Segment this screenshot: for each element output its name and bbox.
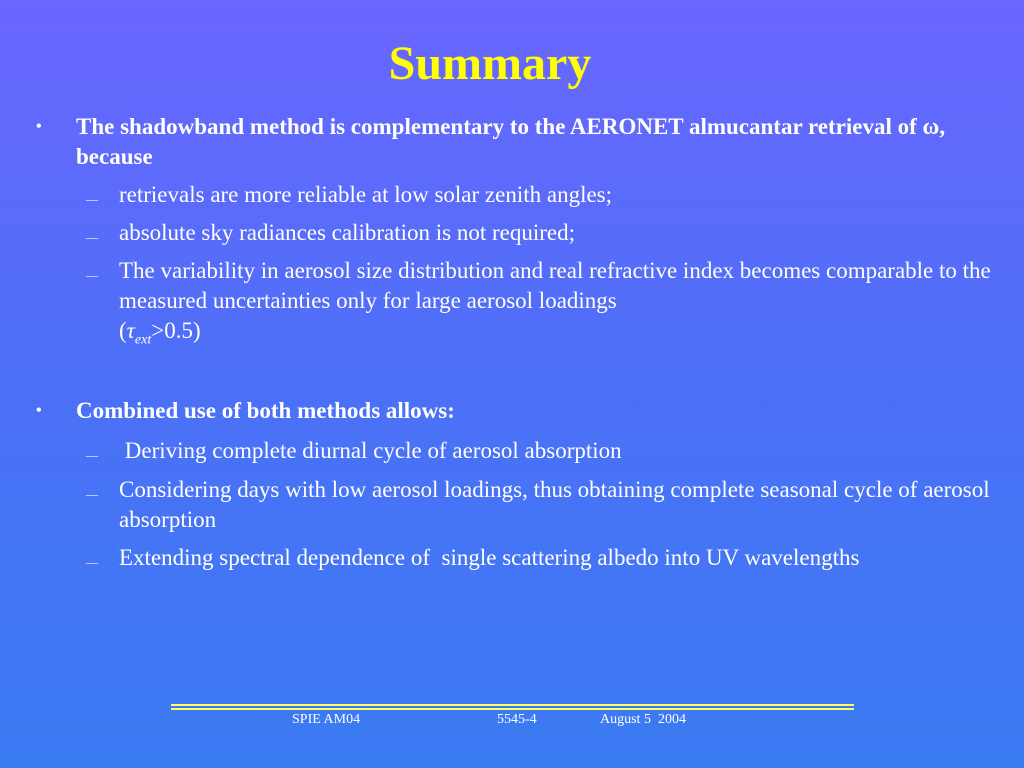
condition-open: ( (119, 318, 127, 343)
footer-divider (171, 704, 854, 712)
sub-bullet-1-3-main: The variability in aerosol size distribution and real refractive index becomes comparable to the measured uncertainties only for large aerosol loadings (119, 258, 991, 313)
sub-bullet-1-3-text (119, 256, 999, 356)
bullet-glyph: • (36, 402, 42, 419)
dash-glyph: — (86, 487, 98, 501)
footer-paper-id: 5545-4 (497, 712, 537, 727)
bullet-glyph: • (36, 118, 42, 135)
condition-rest: >0.5) (151, 318, 201, 343)
dash-glyph: — (86, 268, 98, 282)
dash-glyph: — (86, 192, 98, 206)
sub-bullet-1-1-text: retrievals are more reliable at low solar zenith angles; (119, 182, 613, 207)
footer-conference: SPIE AM04 (292, 712, 361, 727)
sub-bullet-2-3-text: Extending spectral dependence of single scattering albedo into UV wavelengths (119, 545, 860, 570)
sub-bullet-1-2-text: absolute sky radiances calibration is not required; (119, 220, 576, 245)
dash-glyph: — (86, 555, 98, 569)
tau-symbol: τ (126, 318, 135, 343)
tau-subscript: ext (134, 332, 152, 348)
dash-glyph: — (86, 230, 98, 244)
footer-date: August 5 2004 (600, 712, 686, 727)
bullet-2-text: Combined use of both methods allows: (76, 398, 455, 423)
sub-bullet-2-1-text: Deriving complete diurnal cycle of aerosol absorption (119, 438, 622, 463)
sub-bullet-2-2-text: Considering days with low aerosol loadings, thus obtaining complete seasonal cycle of aerosol absorption (119, 477, 990, 532)
dash-glyph: — (86, 448, 98, 462)
slide-title: Summary (388, 37, 592, 90)
bullet-1-text: The shadowband method is complementary to the AERONET almucantar retrieval of ω, because (76, 114, 946, 169)
